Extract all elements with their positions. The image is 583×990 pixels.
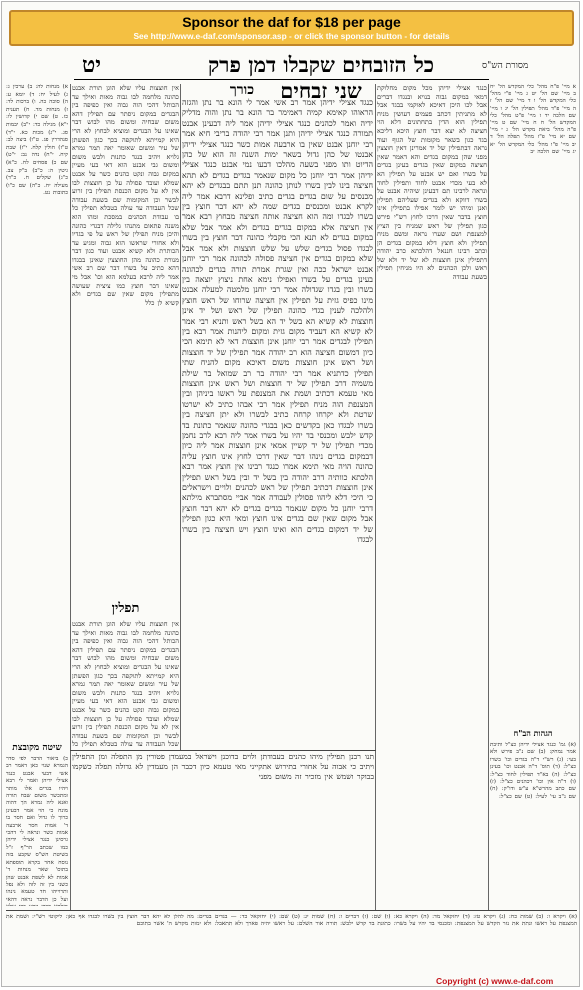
gemara-text: כנגד אצילי ידיהן אמר רב אשי אמר לי הונא בר נתן והגזה הראוהו קאימא קמיה דאמימר בר הונא בר נתן והוה מדליק ידיה ואמר לכהנים כנגד אצילי ידיהן אמר ליה דבעינן אבנט תמורה כנגד אצילי ידיהן ותנן אמר רבי יהודה בריבי חיא אמר רבי יוחנן אבנט שאין בו ארבעה אמות כשר כנגד אצילי ידיהן אבנטו של כהן גדול בשאר ימות השנה זה הוא של כהן הדיוט ותו מפני בשעה מהלכו דבעו נמי אבנט כנגד אצילי ידיהן אמר רבי יוחנן כל מקום שנאמר בגדים בגדים לא תהא חציצה בינו לבין בשרו לנותן כהונה תנן תתם בבגדים לא יהא מכנסים על שום בגדים בגדים כתיב ופלינא דרבא אמר ליה לקרא אבנט ומכנסים בגדים שמה לא יהא דבר חוצץ בין בשרו לבגדו ומה הוא חציצה אותה חציצה מבחוץ רבא אמר אין חציצה אלא במקום בגדים בגדים ולא אמר אבל שלא במקום בגדים לא תנא הכי מקבלי כהונה דבר חוצץ בין בשרו לבגדו פסול בגדים שלש על שלש חוצצות ולא אמר אבל שלא במקום בגדים אין חציצה פסולה לכהונה אמר רבי יוחנן אבנט ישראל ככה ואין שגרת אמרת תורה בגדים לכהונה בעינן בגדים על בשרו ואפילו נימא אחת ניצוץ יוצאה בין בשרו ובין בגדו שגדולה אמר רבי יוחנן מלמטה למעלה אבנט מינו כפיס גזית על תפילין אין חציצה שרוחו של ראש חוצץ ולהלכה לענין בגדי כהונה תפילין של ראש ושל יד אינן חוצצות לא קשיא הא בשל יד הא בשל ראש ותניא רבי אמר לא קשיא הא דעביד מקום גזית ומקום ליהנות אמר רבא בין תפילין לבגדים אמר רבי יוחנן אינן חוצצות דאי לא תימא הכי כיון דמשום חציצה הוא רב יהודה אמר תפילין של יד חוצצות ושל ראש אינן חוצצות משום דאיכא מקום להניח שתי תפילין כדתניא אמר רבי יהודה בר רב שמואל בר שילת משמיה דרב תפילין של יד חוצצות ושל ראש אינן חוצצות מאי טעמא דכתיב ושמת את המצנפת על ראשו ביניהן ובין המצנפת הוה מניח תפילין אמר רבי אבהו כתיב לא ישרטו שרטת ולא יקרחו קרחה כתיב לבשרו ולא יתן חציצה בין בשרו לבגדו כאן בקדשים כאן בבגדי כהונה שנאמר כתונת בד קדש ילבש ומכנסי בד יהיו על בשרו אמר ליה רבא לרב נחמן מכדי תפילין של יד קשיין אמאי אינן חוצצות אמר ליה כיון דבמקום בגדים נינהו דבר שאין דרכו לחוץ אינו חוצץ עליה כהונה הויה מאי תימא אמרו כנגד רבינו אין חוצץ אמר רבא הלכתא כוותיה דרב יהודה בין בשל יד ובין בשל ראש תפילין אינן חוצצות דכתיב תפילין של ראש לכהנים ולויים וישראלים כי היכי דלא ליהוו פסולין לעבודה אמר אביי מסתברא מילתא דרבי יוחנן כל מקום שנאמר בגדים בגדים לא יהא דבר חוצץ אבל מקום שאין שם בגדים אינו חוצץ ומאי היא כגון תפילין של יד דמקום בגדים הוא ואינו חוצץ ויש חציצה בין בשרו לבגדו [182, 98, 373, 545]
gemara-column [182, 84, 373, 749]
rashi-continued [72, 620, 179, 750]
bottom-divider [6, 910, 577, 911]
bottom-notes [6, 914, 577, 968]
bottom-notes-text: (א) ויקרא ו: (ב) שמות כח: (ג) ויקרא טז: (ד) יחזקאל מד: (ה) ויקרא כא: (ו) שם: (ז) דברים ו: (ח) שמות יג: (ט) שם: (י) יחזקאל כד: — בגדים בגדים: מה להלן לא יהא דבר חוצץ בין בשרו לבגדו אף כאן: ליקוטי רש"י: ושמת את המצנפת על ראשו ונתת את נזר הקדש על המצנפת: ומכנסי בד יהיו על בשרו: כתונת בד קדש ילבש: תורה אור השלם: על ראשו יהיה פארך ולא תתאבל: ולא ימות מקדש ה' אשר בתוכם [6, 914, 577, 928]
gemara-footer-text: תנו רבנן תפילין מיהו כהנים בעבודתן ולוים בדוכנן וישראל במעמדן פטורין מן התפלה ומן התפילין ויתיב כי אבוה על אחורי בתירוש אתקייני מאי טעמא כיון דכבר הן מעמדין לא גדולה תפלה כשקמו בבוקר ושמש אין מזכיר זה משום מפני [72, 752, 374, 782]
copyright-link[interactable]: Copyright (c) www.e-daf.com [436, 976, 554, 986]
shita-column [6, 756, 68, 906]
sponsor-banner[interactable] [9, 10, 574, 46]
tosafot-column [377, 84, 487, 904]
separator-4 [70, 84, 71, 910]
hagahot-heading: הגהות הב"ח [513, 728, 553, 738]
separator-3 [180, 84, 181, 750]
rashi-text: אין חוצצות עליו שלא הוגן תורת אבנט כהונה מלחמה לבו גבוה מאות ואילך עד הכותל דהכי הוה גבוה ואין כפיפה בין הבגדים במקום ניסתר עם תפילין דהא משום שבחיה ומשום מהו לבוש דבר שאינו על הבגדים ומוציא לבחוץ לא הרי היא קמייתא לתוקפה בכך כגון הפשתן של עיר ומשום שאומר יאה תמר גמרא גלויא ויהיב בנגד כתנות ולבש משום ומשום גבי אבנט הוא דאי בעי מעיין במקום גבוה ונקט כהנים כשר על אבנט שמלא ועובד פסולה על כן חוצצות לבו אין לא על מקום הכנסת תפילין בין זרוע לבשר וכן המקומות שם בשעת עבודה שכל העבודה עד עולה בטבלא תפילין כל בו עבודת הכהנים במסכת ומהו הוא משנה פתאום מתנהו גלילה דבגדי כהונה והיכן מניח תפילין של ראש על פי בגדיו ולא אחורי שראשו הוא גבוה ומגיע עד הכותרת ולא קשיא אבנט ועוד כגון דבר מנורת כהונה מהן החוצצין שאינן בבגדו דהא כתיב על בשרו דבר שם רב אשי אמר ליה לרבא בעלמא הוא וכו' אבל מי שאינו דבר חוצץ כמו ציצית שעושה מתפילין מקום שאין שם בגדים ולא קשיא לן כלל [72, 84, 179, 307]
hagahot-text: (א) גמ' כנגד אצילי ידיהן כצ"ל ותיבת אמר נמחק: (ב) שם נ"ב פירש ולא בעי: (ג) רש"י ד"ה בגדים וכו' בשרו כצ"ל: (ד) תוס' ד"ה אבנט וכו' בעינן כצ"ל: (ה) בא"ד תפילין לחוד כצ"ל: (ו) ד"ה אין וכו' דכהנים כצ"ל: (ז) שם כתב מהרש"א ע"ש ודו"ק: (ח) שם נ"ב עי' לעיל: (ט) שם כצ"ל: [490, 742, 576, 800]
separator-1 [488, 84, 489, 910]
left-notes-text: א) מנחות לה: ב) ערכין ג: ג) לעיל יח: ד) יומא ע: ה) סוכה כה. ו) ברכות לד: ז) מנחות מד. ח) תענית כז. ט) שם י) קדושין לו: י"א) מגילה כד: י"ב) יבמות סג. י"ג) מכות כא. י"ד) סנהדרין פג. ט"ו) ביצה לב: ט"ז) חולין קלח. י"ז) שבת קיח. י"ח) נדה נב: י"ט) שם כ) פסחים לח. כ"א) גיטין ה: כ"ב) ב"ק צב. כ"ג) שקלים ח. כ"ד) מעילה יח. כ"ה) שם כ"ו) כתובות נט. [6, 84, 68, 197]
rashi-heading: תפלין [111, 601, 140, 616]
hagahot-column [490, 742, 576, 912]
daf-number: יט [82, 52, 102, 78]
rashi-text-continued: אין חוצצות עליו שלא הוגן תורת אבנט כהונה מלחמה לבו גבוה מאות ואילך עד הכותל דהכי הוה גבוה ואין כפיפה בין הבגדים במקום ניסתר עם תפילין דהא משום שבחיה ומשום מהו לבוש דבר שאינו על הבגדים ומוציא לבחוץ לא הרי היא קמייתא לתוקפה בכך כגון הפשתן של עיר ומשום שאומר יאה תמר גמרא גלויא ויהיב בנגד כתנות ולבש משום ומשום גבי אבנט הוא דאי בעי מעיין במקום גבוה ונקט כהנים כשר על אבנט שמלא ועובד פסולה על כן חוצצות לבו אין לא על מקום הכנסת תפילין בין זרוע לבשר וכן המקומות שם בשעת עבודה שכל העבודה עד עולה בטבלא תפילין כל [72, 620, 179, 749]
tosafot-text: כנגד אצילי ידיהן מכל מקום מחלוקת דמאי במקום גבוה בנויא ובנגדו דברים אבל לכו היכן דאיכא לאוקמי בבגד אבל לא מתניתין דכתב פעמים דעושין מניח תפילין הוא הדין בתחתונים דלא הוי חציצה לא יצא דבר חוצץ היכא דליכא בגד כגון בשאר מקומות של הגוף ועוד נראה דבתפילין של יד אמרינן דאין חוצצין מפני שהן במקום בגדים והא דאמר שאין חציצה במקום שאין בגדים בעינן בגדים על בשרו ואם יש אבנט על תפילין הא לא בעי מכדי אבנט לחוד ותפילין לחוד ונראה לרבינו תם דבעינן שיהיה אבנט על בשרו דווקא ולא בגדים שעליהם תפילין ואנן ומיהו יש לומר אפילו בתפילין אינו חוצץ בדבר שאין דרכו לחוץ רש"י פירש כגון תפילין של ראש שמניח בין הציץ למצנפת ושם שערו נראה ומשם מניח תפילין ולא חוצץ דלא במקום בגדים הן וכתב רבינו חננאל דהלכתא כרב יהודה דתפילין אינן חוצצות לא של יד ולא של ראש ולכן הכהנים לא היו מניחין תפילין בשעת עבודה [377, 84, 487, 282]
footer-divider [70, 750, 376, 751]
separator-2 [375, 84, 376, 910]
right-notes-text: א מיי' פ"ח מהל' כלי המקדש הל' יח ב מיי' שם הל' יט ג מיי' פ"י מהל' כלי המקדש הל' ו ד מיי' שם הל' ז ה מיי' פ"ד מהל' תפילין הל' יג ו מיי' שם הלכה יד ז מיי' פ"ט מהל' כלי המקדש הל' ח ח מיי' שם ט מיי' פ"ה מהל' ביאת מקדש הל' ג י מיי' שם יא מיי' פ"ז מהל' תפלה הל' ד יב מיי' פ"ו מהל' כלי המקדש הל' יא יג מיי' שם הלכה יב [490, 84, 576, 155]
masoret-hashas-label: מסורת הש"ס [482, 61, 529, 71]
header-rule [74, 79, 489, 80]
rashi-column [72, 84, 179, 599]
talmud-page [6, 52, 577, 970]
shita-text: כ) ביאור הדבר לפי סדר הגמרא שנוי כאן דאמר רב אשי דבעי אבנט כנגד אצילי ידיהן ואמר לי רבא ויהיו בגדים אלו מותר ומתכשר משום שבח תורה ואנא ליה גמרא הך דהוה מונח כי הוי אמר דבעינן כרוך לו גדול ואם חסר בו ד' אמות חסר ארבעה אמות כשר ונראה לי דהכי גרסינן כנגד אצילי ידיהן כמו שכתב הר"ף ז"ל בשיטת הש"ס שקבע בזה נוסח אחר בקרא תוספתא בתוס' שאר מנחות ד' אמות לא לשפת אבנט שהן כשני בין זה לזה ולא נפל ותרוייהו חד טעמא נינהו ועל כן הדבר נראה דהאי [6, 756, 68, 903]
sponsor-headline: Sponsor the daf for $18 per page [182, 14, 401, 30]
shita-heading: שיטה מקובצת [12, 743, 62, 753]
sponsor-link-text[interactable]: See http://www.e-daf.com/sponsor.asp - or click the sponsor button - for details [133, 31, 450, 41]
right-notes-column [490, 84, 576, 784]
left-notes-column [6, 84, 68, 659]
gemara-lead-word: כורך [229, 84, 255, 98]
gemara-footer [72, 752, 374, 830]
chapter-title: כל הזובחים שקבלו דמן פרק שני זבחים [207, 52, 435, 103]
